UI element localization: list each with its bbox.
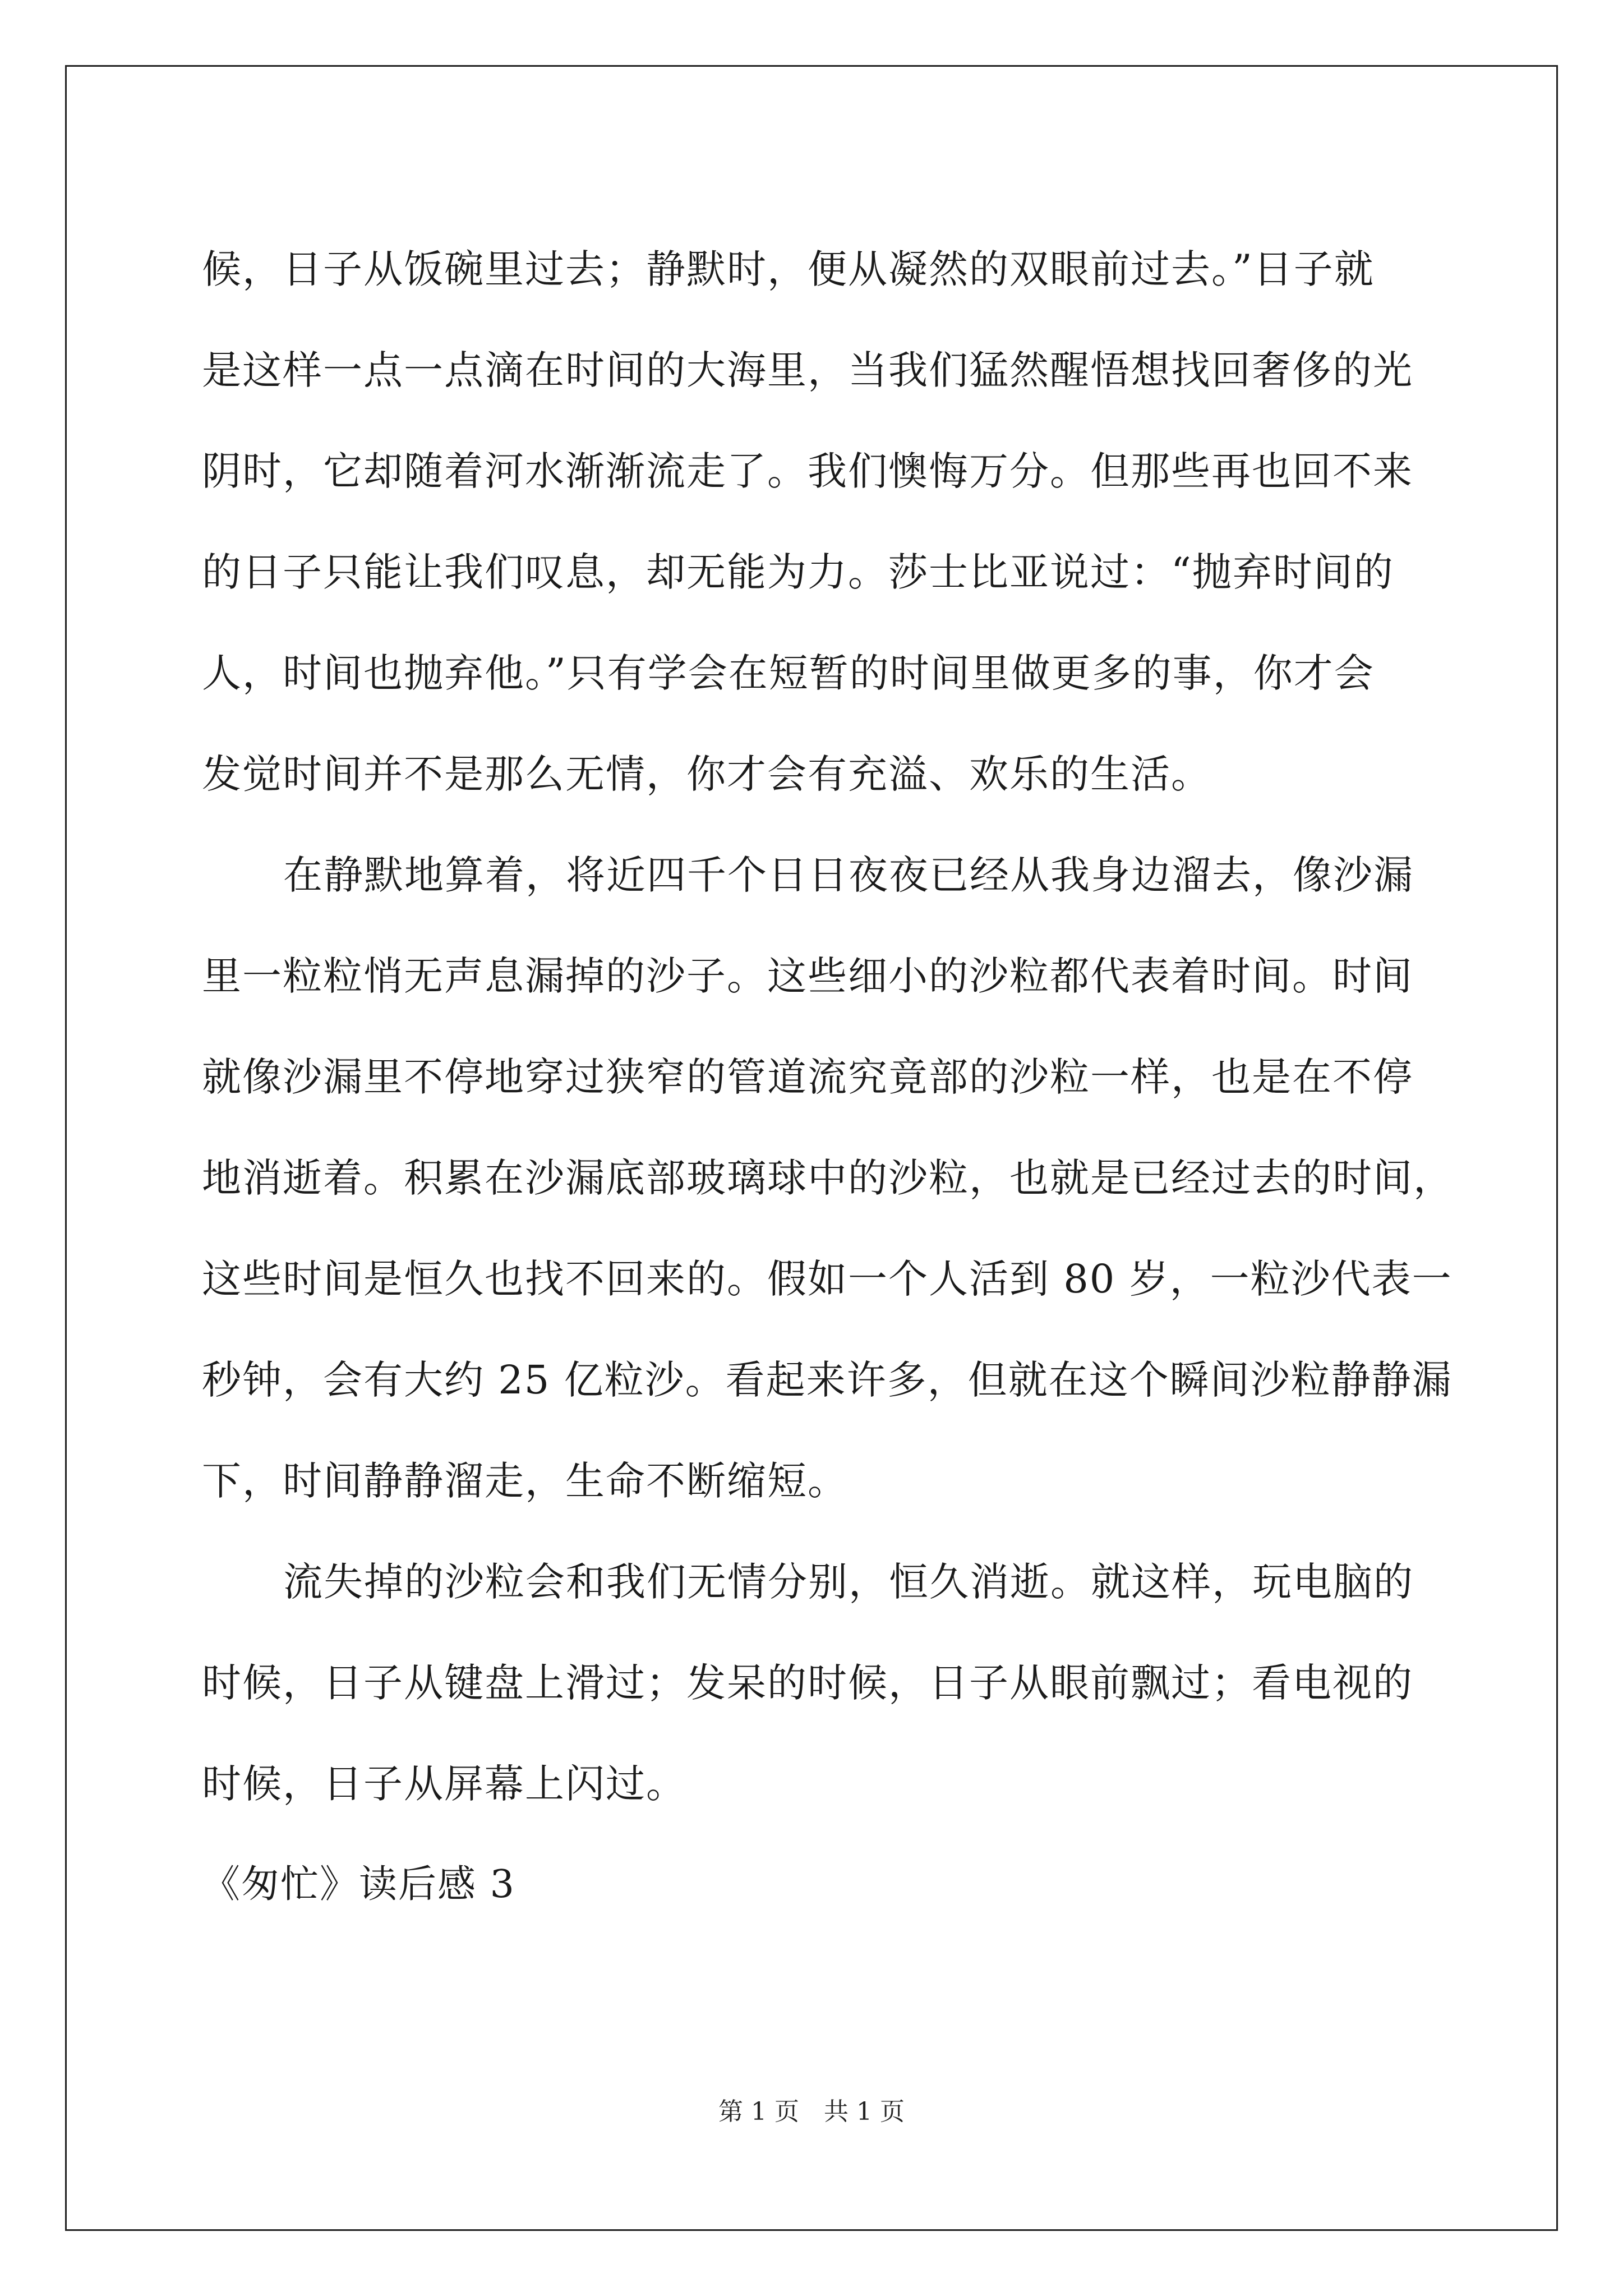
page-number-footer: 第 1 页 共 1 页 (718, 2097, 905, 2126)
paragraph-3 (202, 1531, 1424, 1834)
text-line: 这些时间是恒久也找不回来的。假如一个人活到 80 岁，一粒沙代表一 (202, 1256, 1453, 1302)
text-line: 的日子只能让我们叹息，却无能为力。莎士比亚说过：“抛弃时间的 (202, 549, 1394, 595)
text-line: 时候，日子从键盘上滑过；发呆的时候，日子从眼前飘过；看电视的 (202, 1660, 1413, 1706)
text-line: 是这样一点一点滴在时间的大海里，当我们猛然醒悟想找回奢侈的光 (202, 347, 1413, 393)
text-line: 就像沙漏里不停地穿过狭窄的管道流究竟部的沙粒一样，也是在不停 (202, 1054, 1413, 1100)
text-line: 流失掉的沙粒会和我们无情分别，恒久消逝。就这样，玩电脑的 (283, 1559, 1414, 1605)
text-line: 在静默地算着，将近四千个日日夜夜已经从我身边溜去，像沙漏 (283, 852, 1414, 898)
paragraph-2 (202, 825, 1454, 1531)
section-heading: 《匆忙》读后感 3 (202, 1862, 515, 1907)
text-line: 下，时间静静溜走，生命不断缩短。 (202, 1458, 848, 1504)
text-line: 里一粒粒悄无声息漏掉的沙子。这些细小的沙粒都代表着时间。时间 (202, 953, 1413, 999)
text-line: 人，时间也抛弃他。”只有学会在短暂的时间里做更多的事，你才会 (202, 650, 1375, 696)
text-line: 时候，日子从屏幕上闪过。 (202, 1761, 686, 1807)
document-body (202, 219, 1454, 1935)
text-line: 阴时，它却随着河水渐渐流走了。我们懊悔万分。但那些再也回不来 (202, 448, 1413, 494)
text-line: 发觉时间并不是那么无情，你才会有充溢、欢乐的生活。 (202, 751, 1211, 797)
text-line: 秒钟，会有大约 25 亿粒沙。看起来许多，但就在这个瞬间沙粒静静漏 (202, 1357, 1453, 1403)
text-line: 候，日子从饭碗里过去；静默时，便从凝然的双眼前过去。”日子就 (202, 246, 1375, 292)
text-line: 地消逝着。积累在沙漏底部玻璃球中的沙粒，也就是已经过去的时间， (202, 1155, 1454, 1201)
paragraph-1 (202, 219, 1424, 825)
